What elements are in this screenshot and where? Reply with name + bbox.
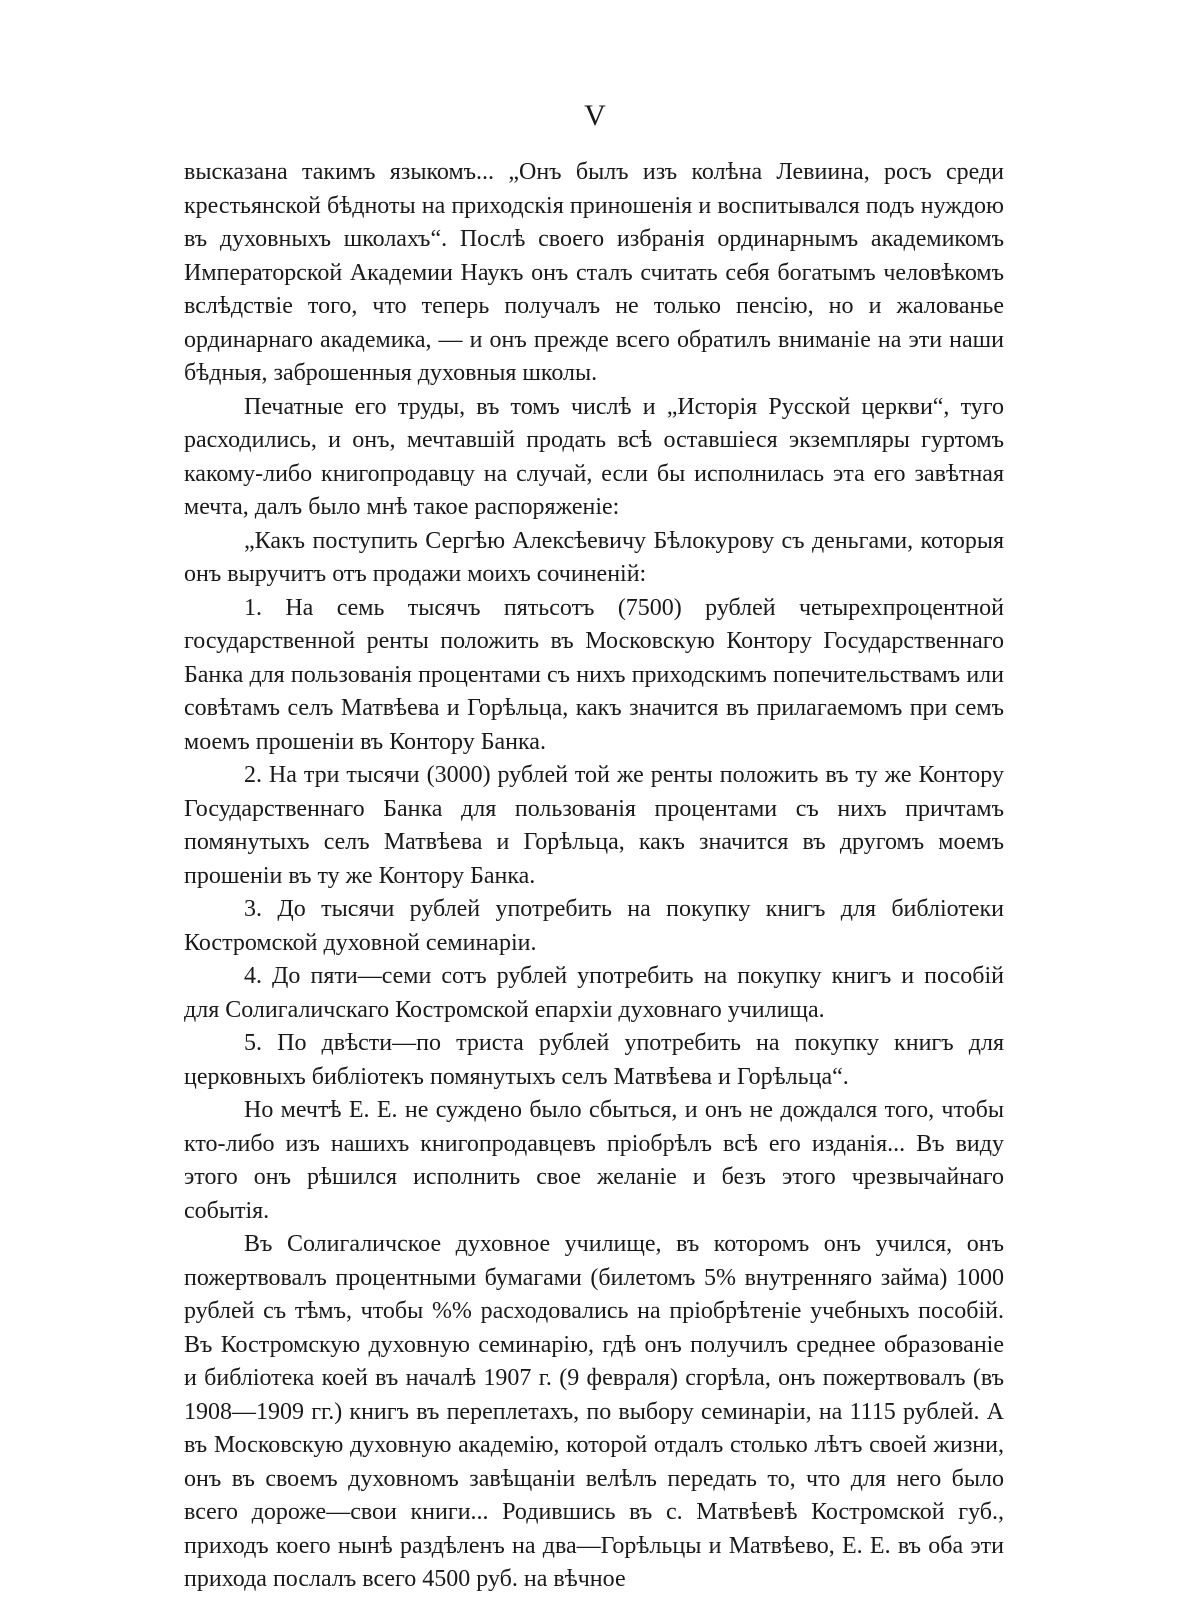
list-item-2: 2. На три тысячи (3000) рублей той же ренты положить въ ту же Контору Государственнаго Банка для пользованія процентами съ нихъ причтамъ помянутыхъ селъ Матвѣева и Горѣльца, какъ значится въ другомъ моемъ прошеніи въ ту же Контору Банка. [184,762,1004,889]
list-item-1: 1. На семь тысячъ пятьсотъ (7500) рублей четырехпроцентной государственной ренты положить въ Московскую Контору Государственнаго Банка для пользованія процентами съ нихъ приходскимъ попечительствамъ или совѣтамъ селъ Матвѣева и Горѣльца, какъ значится въ прилагаемомъ при семъ моемъ прошеніи въ Контору Банка. [184,594,1004,755]
list-item-3: 3. До тысячи рублей употребить на покупку книгъ для библіотеки Костромской духовной семинаріи. [184,896,1004,956]
paragraph-printed-works: Печатные его труды, въ томъ числѣ и „Исторія Русской церкви“, туго расходились, и онъ, мечтавшій продать всѣ оставшіеся экземпляры гуртомъ какому-либо книгопродавцу на случай, если бы исполнилась эта его завѣтная мечта, далъ было мнѣ такое распоряженіе: [184,393,1004,520]
body-text [184,156,1004,1597]
paragraph-donations: Въ Солигаличское духовное училище, въ которомъ онъ учился, онъ пожертвовалъ процентными бумагами (билетомъ 5% внутренняго займа) 1000 рублей съ тѣмъ, чтобы %% расходовались на пріобрѣтеніе учебныхъ пособій. Въ Костромскую духовную семинарію, гдѣ онъ получилъ среднее образованіе и библіотека коей въ началѣ 1907 г. (9 февраля) сгорѣла, онъ пожертвовалъ (въ 1908—1909 гг.) книгъ въ переплетахъ, по выбору семинаріи, на 1115 рублей. А въ Московскую духовную академію, которой отдалъ столько лѣтъ своей жизни, онъ въ своемъ духовномъ завѣщаніи велѣлъ передать то, что для него было всего дороже—свои книги... Родившись въ с. Матвѣевѣ Костромской губ., приходъ коего нынѣ раздѣленъ на два—Горѣльцы и Матвѣево, Е. Е. въ оба эти прихода послалъ всего 4500 руб. на вѣчное [184,1231,1004,1592]
list-item-5: 5. По двѣсти—по триста рублей употребить на покупку книгъ для церковныхъ библіотекъ помянутыхъ селъ Матвѣева и Горѣльца“. [184,1030,1004,1090]
paragraph-opening: высказана такимъ языкомъ... „Онъ былъ изъ колѣна Левиина, росъ среди крестьянской бѣдноты на приходскія приношенія и воспитывался подъ нуждою въ духовныхъ школахъ“. Послѣ своего избранія ординарнымъ академикомъ Императорской Академии Наукъ онъ сталъ считать себя богатымъ человѣкомъ вслѣдствіе того, что теперь получалъ не только пенсію, но и жалованье ординарнаго академика, — и онъ прежде всего обратилъ вниманіе на эти наши бѣдныя, заброшенныя духовныя школы. [184,159,1004,386]
paragraph-dream-unfulfilled: Но мечтѣ Е. Е. не суждено было сбыться, и онъ не дождался того, чтобы кто-либо изъ нашихъ книгопродавцевъ пріобрѣлъ всѣ его изданія... Въ виду этого онъ рѣшился исполнить свое желаніе и безъ этого чрезвычайнаго событія. [184,1097,1004,1224]
list-item-4: 4. До пяти—семи сотъ рублей употребить на покупку книгъ и пособій для Солигаличскаго Костромской епархіи духовнаго училища. [184,963,1004,1023]
paragraph-instruction-quote: „Какъ поступить Сергѣю Алексѣевичу Бѣлокурову съ деньгами, которыя онъ выручитъ отъ продажи моихъ сочиненій: [184,527,1004,587]
page-number: V [584,99,607,132]
